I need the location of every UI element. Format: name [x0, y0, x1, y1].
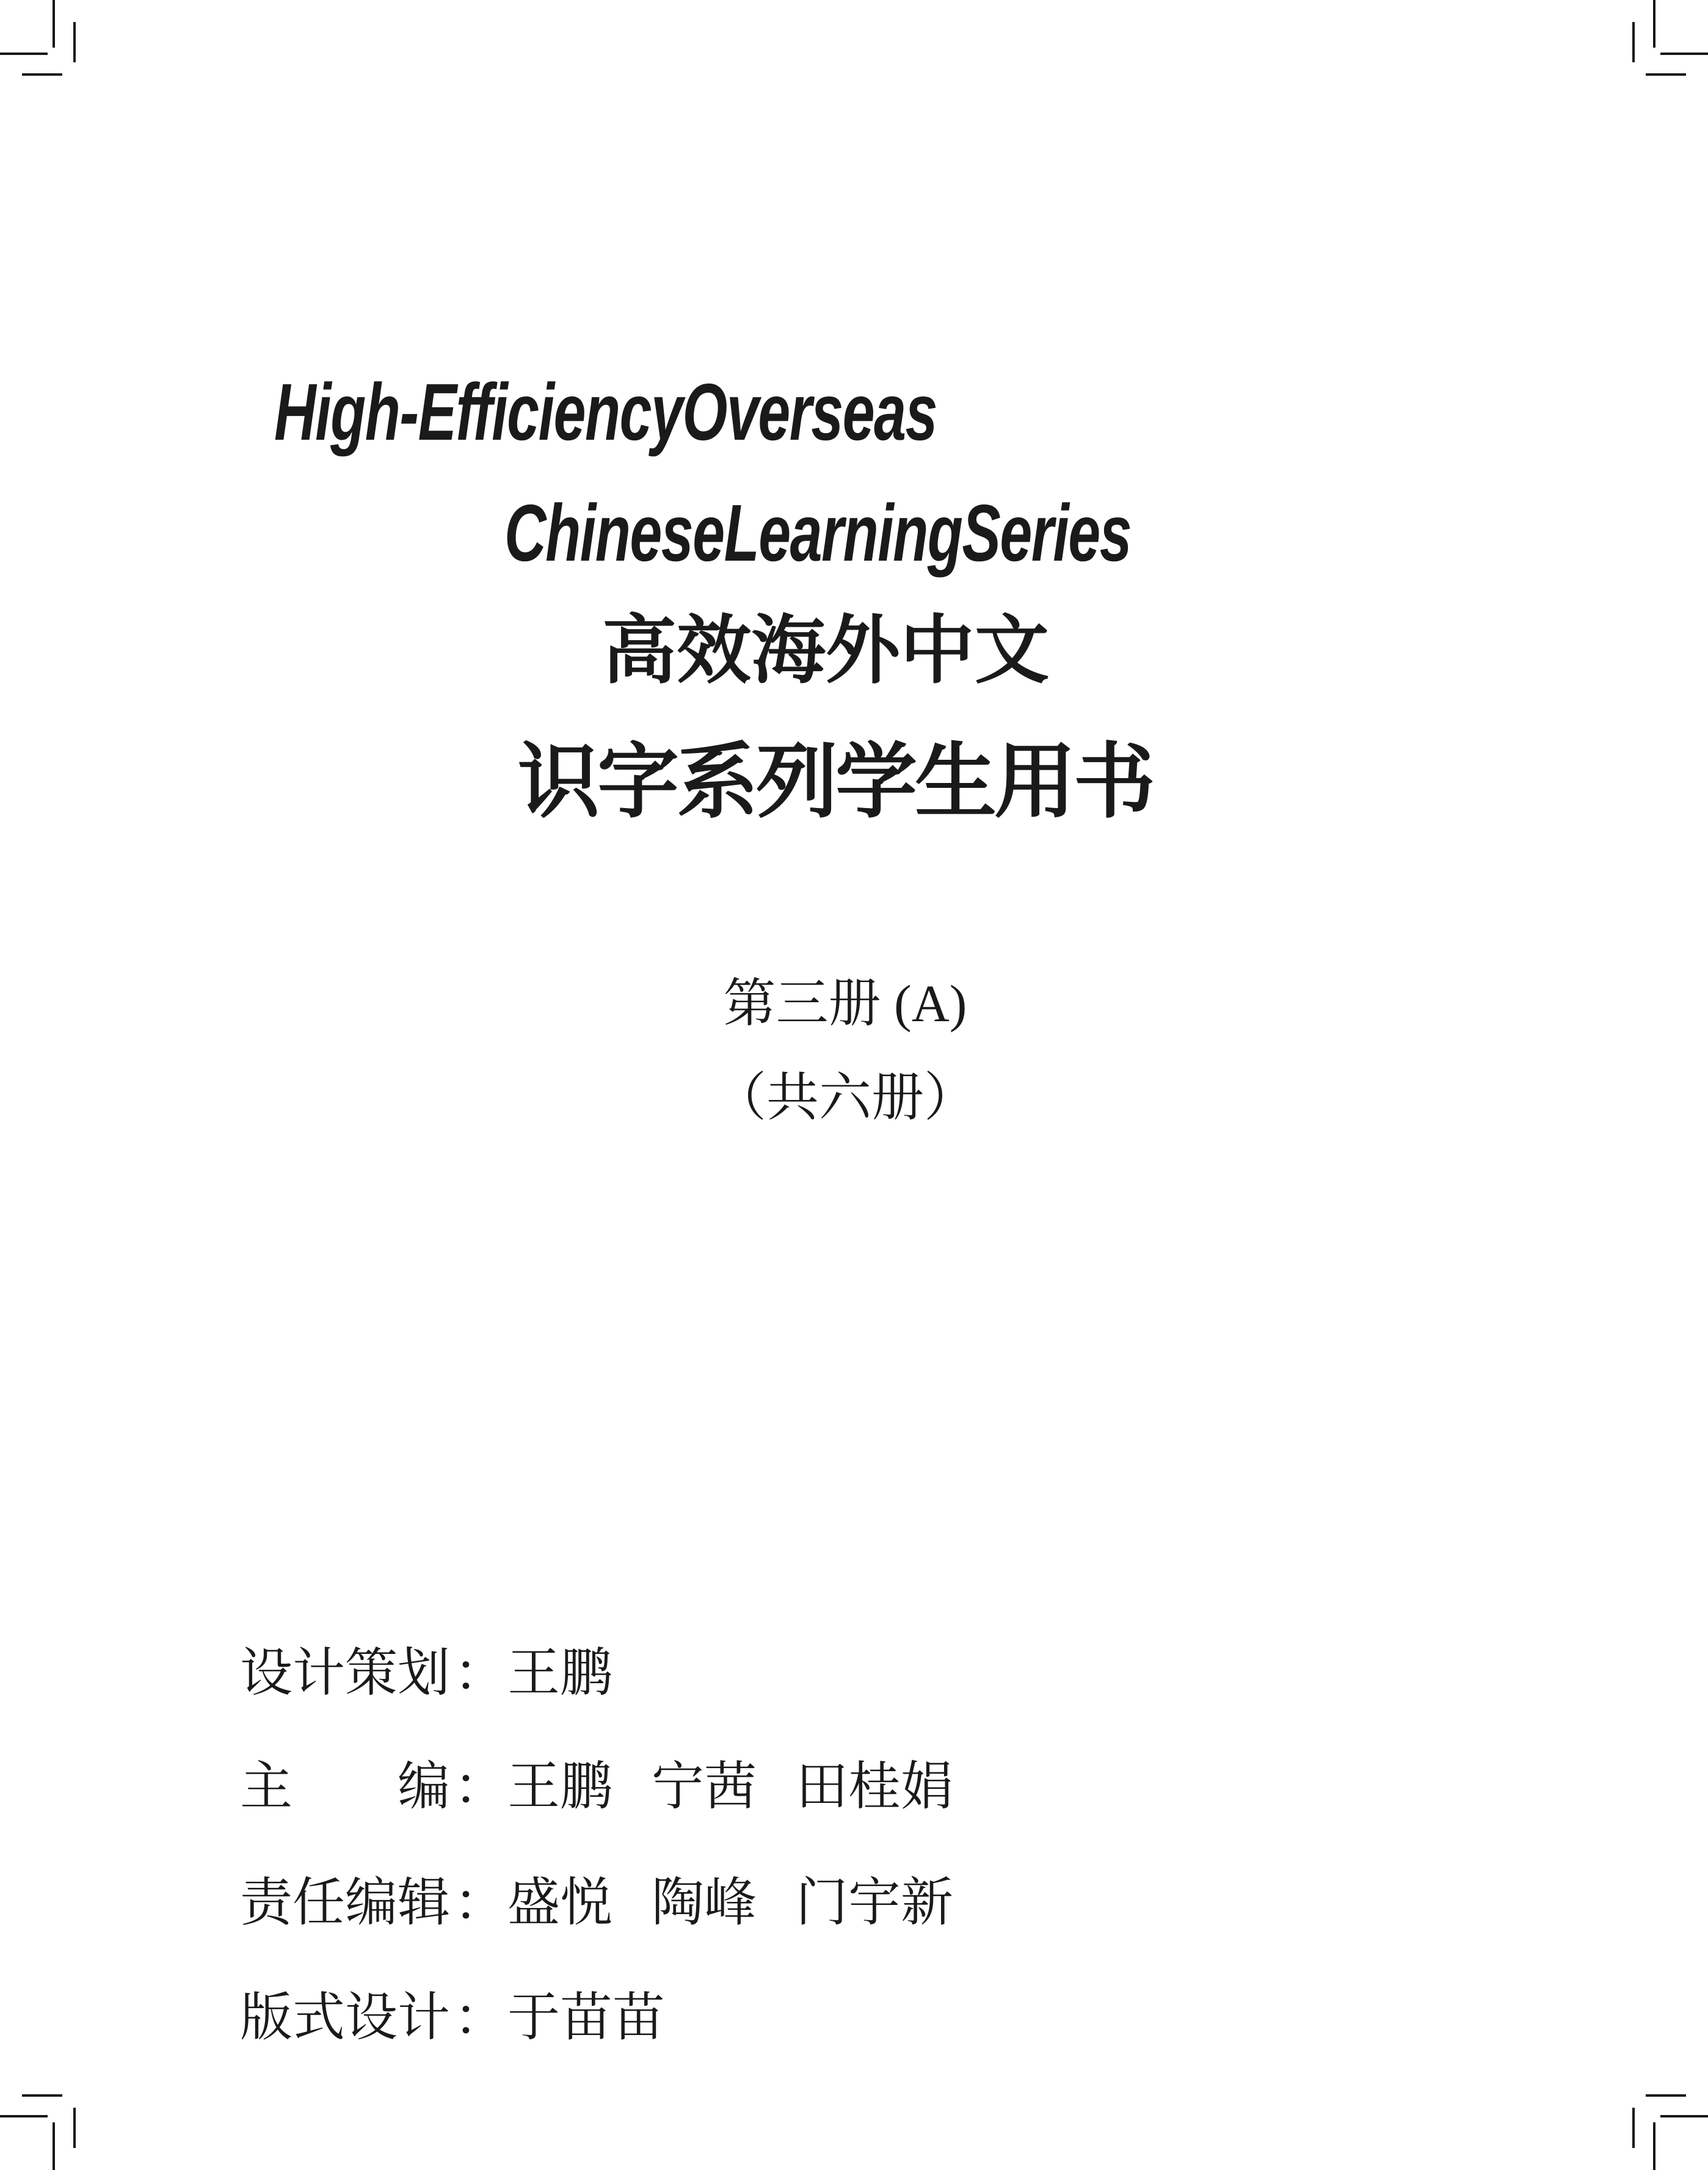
crop-mark-top-left-vertical-outer [53, 0, 55, 48]
credit-label: 版式设计 [240, 1988, 450, 2047]
credit-name: 田桂娟 [796, 1757, 953, 1816]
credit-name: 宁茜 [652, 1757, 757, 1816]
crop-mark-bottom-left-horizontal-inner [22, 2094, 62, 2097]
credit-row-chief-editors [240, 1754, 953, 1820]
credit-colon: ： [454, 1873, 506, 1932]
volume-number: 第三册 (A) [723, 974, 967, 1033]
crop-mark-top-right-vertical-inner [1632, 22, 1635, 62]
credit-names [507, 1985, 665, 2051]
set-count: （共六册） [714, 1068, 976, 1127]
credit-names [507, 1754, 953, 1820]
crop-mark-top-right-horizontal-outer [1660, 53, 1708, 55]
crop-mark-bottom-left-vertical-inner [73, 2108, 76, 2148]
credit-label: 责任编辑 [240, 1873, 450, 1932]
credit-label: 设计策划 [240, 1644, 450, 1702]
crop-mark-top-right-horizontal-inner [1646, 73, 1686, 76]
series-title-chinese-line2: 识字系列学生用书 [517, 737, 1154, 828]
credit-names [507, 1640, 612, 1706]
crop-mark-bottom-right-horizontal-outer [1660, 2115, 1708, 2117]
credit-row-responsible-editors [240, 1870, 953, 1936]
credit-row-layout-design [240, 1985, 665, 2051]
credit-name: 王鹏 [507, 1644, 612, 1702]
crop-mark-top-right-vertical-outer [1653, 0, 1655, 48]
crop-mark-bottom-right-horizontal-inner [1646, 2094, 1686, 2097]
series-title-english-line2: ChineseLearningSeries [504, 488, 1132, 578]
credit-name: 于苗苗 [507, 1988, 665, 2047]
credit-name: 王鹏 [507, 1757, 612, 1816]
credit-colon: ： [454, 1644, 506, 1702]
series-title-chinese-line1: 高效海外中文 [602, 610, 1049, 693]
crop-mark-bottom-left-vertical-outer [53, 2122, 55, 2170]
crop-mark-bottom-right-vertical-inner [1632, 2108, 1635, 2148]
credit-name: 盛悦 [507, 1873, 612, 1932]
crop-mark-bottom-left-horizontal-outer [0, 2115, 48, 2117]
credit-colon: ： [454, 1988, 506, 2047]
credit-row-design-planning [240, 1640, 612, 1706]
credit-name: 陶峰 [652, 1873, 757, 1932]
crop-mark-bottom-right-vertical-outer [1653, 2122, 1655, 2170]
credit-name: 门宇新 [796, 1873, 953, 1932]
series-title-english-line1: High-EfficiencyOverseas [274, 367, 937, 457]
credit-names [507, 1870, 953, 1936]
crop-mark-top-left-horizontal-outer [0, 53, 48, 55]
crop-mark-top-left-horizontal-inner [22, 73, 62, 76]
credit-colon: ： [454, 1757, 506, 1816]
crop-mark-top-left-vertical-inner [73, 22, 76, 62]
credit-label: 主编 [240, 1757, 450, 1816]
